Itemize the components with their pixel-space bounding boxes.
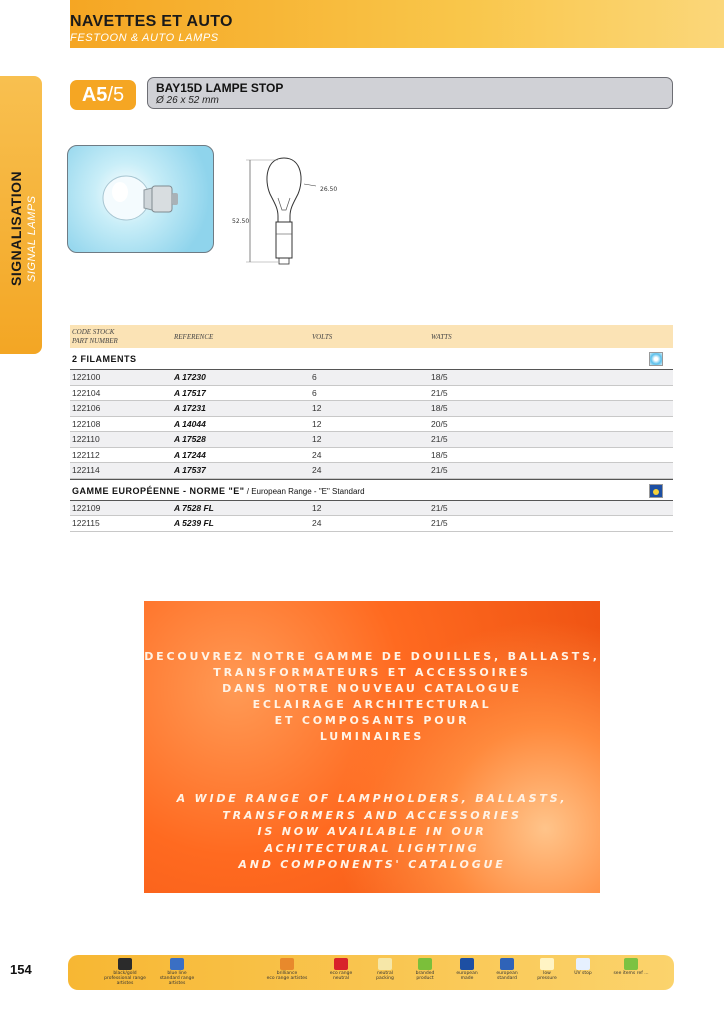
column-header-volts: VOLTS [312,333,333,341]
legend-item: european standard [484,958,530,981]
legend-see-items-icon [624,958,638,970]
product-title-box [147,77,673,109]
section-label: GAMME EUROPÉENNE - NORME "E" / European Range - "E" Standard [72,485,365,496]
dimension-height-label: 52.50 [232,218,250,225]
table-row: 122110 A 17528 12 21/5 [70,432,673,448]
side-tab-subtitle: SIGNAL LAMPS [26,195,38,282]
legend-eco-neutral-icon [334,958,348,970]
table-row: 122115 A 5239 FL 24 21/5 [70,516,673,532]
legend-blue-line-icon [170,958,184,970]
footer-legend [68,955,674,990]
column-header-reference: REFERENCE [174,333,214,341]
column-header-part-number: PART NUMBER [72,337,118,345]
table-header [70,325,673,348]
legend-uv-stop-icon [576,958,590,970]
section-rows [70,370,673,479]
legend-item: branded product [402,958,448,981]
table-row: 122114 A 17537 24 21/5 [70,463,673,479]
legend-item: neutral packing [362,958,408,981]
side-tab-title: SIGNALISATION [8,170,24,286]
product-code-badge [70,80,136,110]
dimension-width-label: 26.50 [320,186,338,193]
product-dimensions: Ø 26 x 52 mm [156,95,219,106]
section-header [70,348,673,370]
legend-item: european made [444,958,490,981]
page-subtitle: FESTOON & AUTO LAMPS [70,32,219,44]
table-row: 122100 A 17230 6 18/5 [70,370,673,386]
legend-item: black/gold professional range artistes [102,958,148,986]
promo-banner [144,601,600,893]
legend-item: low pressure [524,958,570,981]
table-row: 122109 A 7528 FL 12 21/5 [70,501,673,517]
product-code-suffix: /5 [107,84,125,106]
legend-item: eco range neutral [318,958,364,981]
european-standard-icon [649,484,663,498]
lamp-photo-icon [68,146,214,253]
table-row: 122112 A 17244 24 18/5 [70,448,673,464]
legend-low-pressure-icon [540,958,554,970]
legend-european-standard-icon [500,958,514,970]
column-header-watts: WATTS [431,333,452,341]
section-label: 2 FILAMENTS [72,354,137,364]
section-header [70,479,673,501]
column-header-code: CODE STOCK [72,328,115,336]
dimension-drawing [226,150,366,280]
product-photo [67,145,214,253]
page-number: 154 [10,962,32,977]
table-row: 122106 A 17231 12 18/5 [70,401,673,417]
lamp-outline-icon [226,150,366,280]
product-title: BAY15D LAMPE STOP [156,81,284,95]
legend-item: blue line standard range artistes [154,958,200,986]
section-rows [70,501,673,532]
promo-text-en: A WIDE RANGE OF LAMPHOLDERS, BALLASTS, TRANSFORMERS AND ACCESSORIES IS NOW AVAILABLE IN OUR ACHITECTURAL LIGHTING AND COMPONENTS' CATALOGUE [176,792,568,871]
legend-european-made-icon [460,958,474,970]
legend-neutral-packing-icon [378,958,392,970]
table-row: 122108 A 14044 12 20/5 [70,417,673,433]
legend-black-gold-icon [118,958,132,970]
legend-branded-icon [418,958,432,970]
legend-item: brilliance eco range artistes [264,958,310,981]
page-title: NAVETTES ET AUTO [70,13,233,30]
legend-item: UV stop [560,958,606,976]
table-row: 122104 A 17517 6 21/5 [70,386,673,402]
product-table [70,325,673,532]
filament-icon [649,352,663,366]
legend-item: see items ref ... [608,958,654,976]
legend-brilliance-icon [280,958,294,970]
product-code-main: A5 [81,84,108,106]
promo-text-fr: DECOUVREZ NOTRE GAMME DE DOUILLES, BALLASTS, TRANSFORMATEURS ET ACCESSOIRES DANS NOTRE NOUVEAU CATALOGUE ECLAIRAGE ARCHITECTURAL ET COMPOSANTS POUR LUMINAIRES [144,650,600,743]
